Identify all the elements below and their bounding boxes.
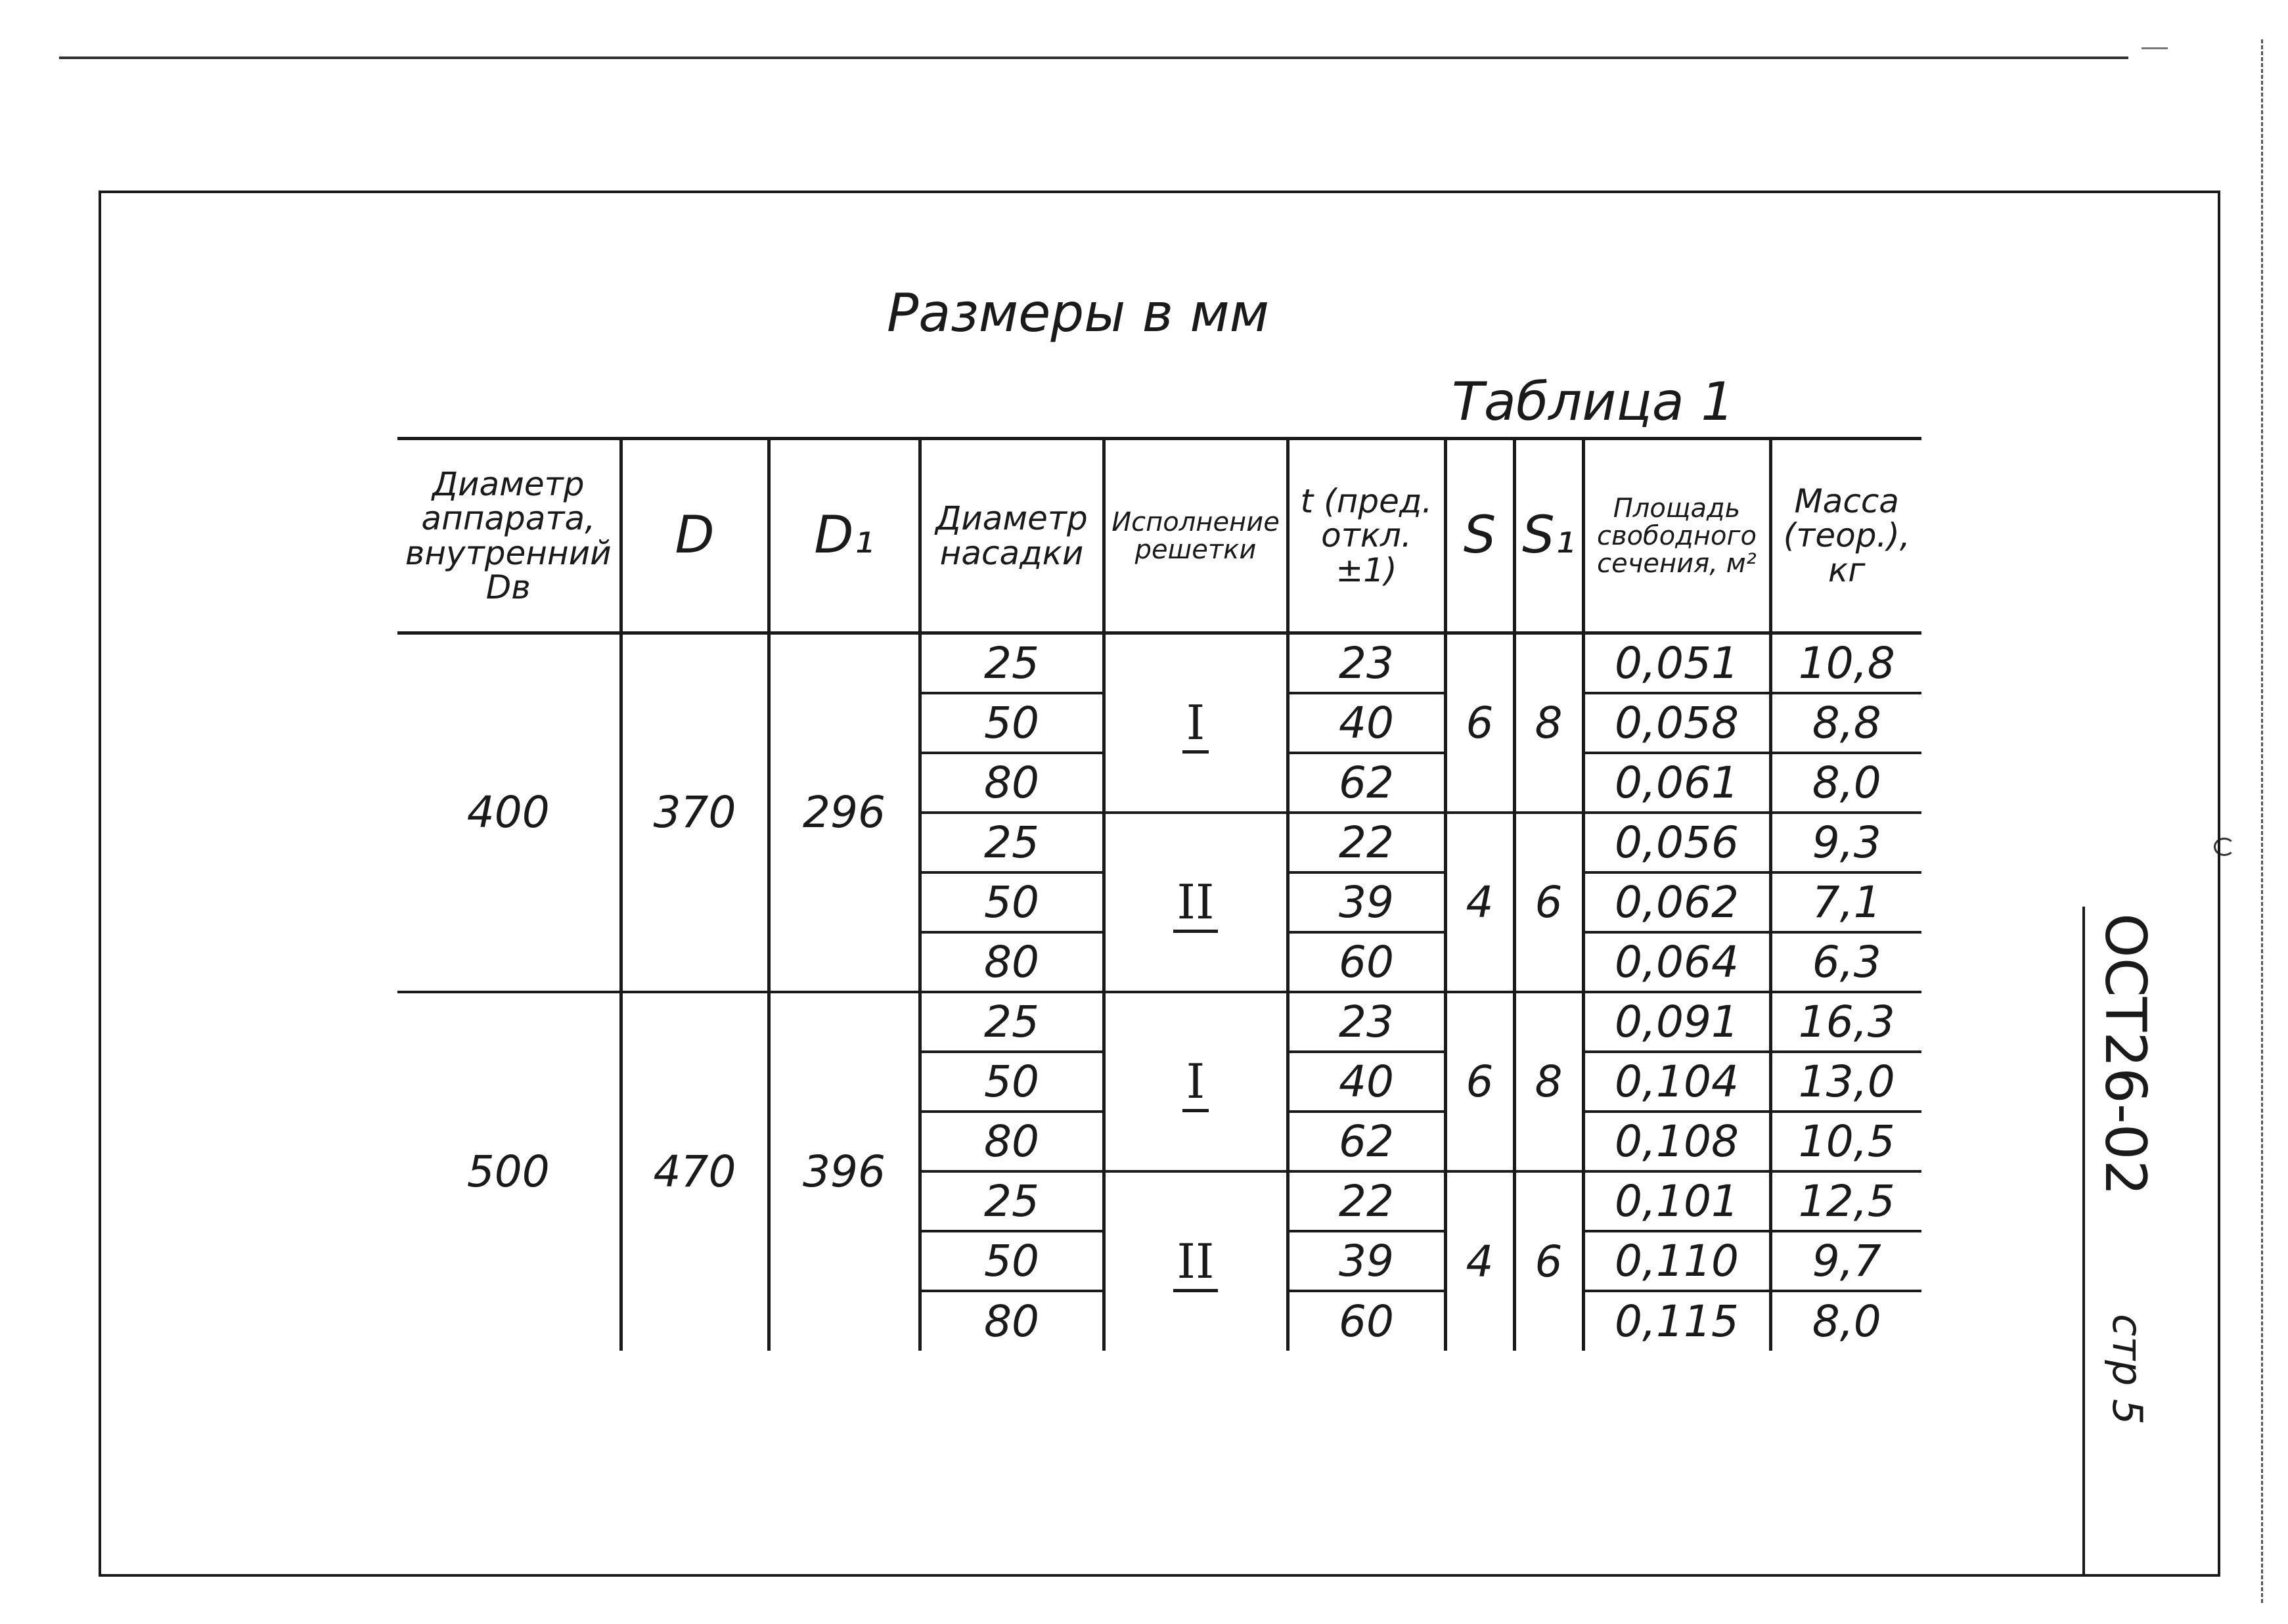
area-cell: 0,062: [1583, 872, 1770, 932]
header-t: t (пред. откл. ±1): [1288, 439, 1445, 633]
packing-cell: 25: [920, 633, 1104, 693]
area-cell: 0,051: [1583, 633, 1770, 693]
table-row: [397, 992, 1921, 1052]
header-D1: D₁: [769, 439, 920, 633]
S-cell: 6: [1445, 992, 1514, 1171]
S1-cell: 6: [1514, 813, 1583, 992]
area-cell: 0,104: [1583, 1052, 1770, 1112]
design-numeral: I: [1182, 1054, 1209, 1112]
mass-cell: 10,8: [1770, 633, 1921, 693]
t-cell: 40: [1288, 1052, 1445, 1112]
D-cell: 370: [621, 633, 769, 992]
header-apparatus-diameter: Диаметр аппарата, внутренний Dв: [397, 439, 621, 633]
t-cell: 62: [1288, 753, 1445, 813]
right-edge-line: [2261, 39, 2263, 1603]
sheet-label: стр 5: [2103, 1314, 2151, 1425]
mass-cell: 6,3: [1770, 932, 1921, 992]
top-rule-tail: [2142, 47, 2168, 49]
mass-cell: 7,1: [1770, 872, 1921, 932]
header-packing-diameter: Диаметр насадки: [920, 439, 1104, 633]
t-cell: 39: [1288, 872, 1445, 932]
packing-cell: 25: [920, 1171, 1104, 1231]
packing-cell: 25: [920, 813, 1104, 872]
area-cell: 0,061: [1583, 753, 1770, 813]
area-cell: 0,091: [1583, 992, 1770, 1052]
D1-cell: 296: [769, 633, 920, 992]
design-numeral: I: [1182, 695, 1209, 754]
packing-cell: 50: [920, 872, 1104, 932]
area-cell: 0,064: [1583, 932, 1770, 992]
area-cell: 0,101: [1583, 1171, 1770, 1231]
packing-cell: 80: [920, 1291, 1104, 1351]
sizes-note: Размеры в мм: [887, 282, 1270, 344]
t-cell: 60: [1288, 1291, 1445, 1351]
design-cell: [1104, 1171, 1288, 1351]
S1-cell: 8: [1514, 992, 1583, 1171]
header-grid-design: Исполнение решетки: [1104, 439, 1288, 633]
t-cell: 39: [1288, 1231, 1445, 1291]
t-cell: 22: [1288, 813, 1445, 872]
packing-cell: 50: [920, 1052, 1104, 1112]
area-cell: 0,115: [1583, 1291, 1770, 1351]
t-cell: 23: [1288, 992, 1445, 1052]
header-row: [397, 439, 1921, 633]
t-cell: 22: [1288, 1171, 1445, 1231]
mass-cell: 8,0: [1770, 1291, 1921, 1351]
table-caption: Таблица 1: [1452, 371, 1735, 432]
header-free-area: Площадь свободного сечения, м²: [1583, 439, 1770, 633]
packing-cell: 80: [920, 753, 1104, 813]
mass-cell: 8,8: [1770, 693, 1921, 753]
header-D: D: [621, 439, 769, 633]
side-divider: [2082, 907, 2085, 1577]
packing-cell: 50: [920, 1231, 1104, 1291]
mass-cell: 12,5: [1770, 1171, 1921, 1231]
top-rule: [59, 56, 2128, 59]
apparatus-diameter-cell: 500: [397, 992, 621, 1351]
design-numeral: II: [1173, 1234, 1219, 1292]
packing-cell: 80: [920, 1112, 1104, 1171]
header-S1: S₁: [1514, 439, 1583, 633]
S1-cell: 8: [1514, 633, 1583, 813]
apparatus-diameter-cell: 400: [397, 633, 621, 992]
t-cell: 62: [1288, 1112, 1445, 1171]
mass-cell: 13,0: [1770, 1052, 1921, 1112]
table-row: [397, 633, 1921, 693]
packing-cell: 50: [920, 693, 1104, 753]
area-cell: 0,110: [1583, 1231, 1770, 1291]
t-cell: 23: [1288, 633, 1445, 693]
mass-cell: 16,3: [1770, 992, 1921, 1052]
area-cell: 0,058: [1583, 693, 1770, 753]
design-numeral: II: [1173, 874, 1219, 933]
mass-cell: 9,3: [1770, 813, 1921, 872]
specification-table: [397, 437, 1921, 1351]
packing-cell: 25: [920, 992, 1104, 1052]
design-cell: [1104, 813, 1288, 992]
S-cell: 4: [1445, 1171, 1514, 1351]
packing-cell: 80: [920, 932, 1104, 992]
S-cell: 6: [1445, 633, 1514, 813]
design-cell: [1104, 633, 1288, 813]
S-cell: 4: [1445, 813, 1514, 992]
mass-cell: 8,0: [1770, 753, 1921, 813]
mass-cell: 10,5: [1770, 1112, 1921, 1171]
t-cell: 60: [1288, 932, 1445, 992]
D1-cell: 396: [769, 992, 920, 1351]
D-cell: 470: [621, 992, 769, 1351]
header-S: S: [1445, 439, 1514, 633]
area-cell: 0,108: [1583, 1112, 1770, 1171]
header-mass: Масса (теор.), кг: [1770, 439, 1921, 633]
area-cell: 0,056: [1583, 813, 1770, 872]
design-cell: [1104, 992, 1288, 1171]
t-cell: 40: [1288, 693, 1445, 753]
S1-cell: 6: [1514, 1171, 1583, 1351]
document-code: ОСТ26-02: [2092, 913, 2158, 1196]
mass-cell: 9,7: [1770, 1231, 1921, 1291]
